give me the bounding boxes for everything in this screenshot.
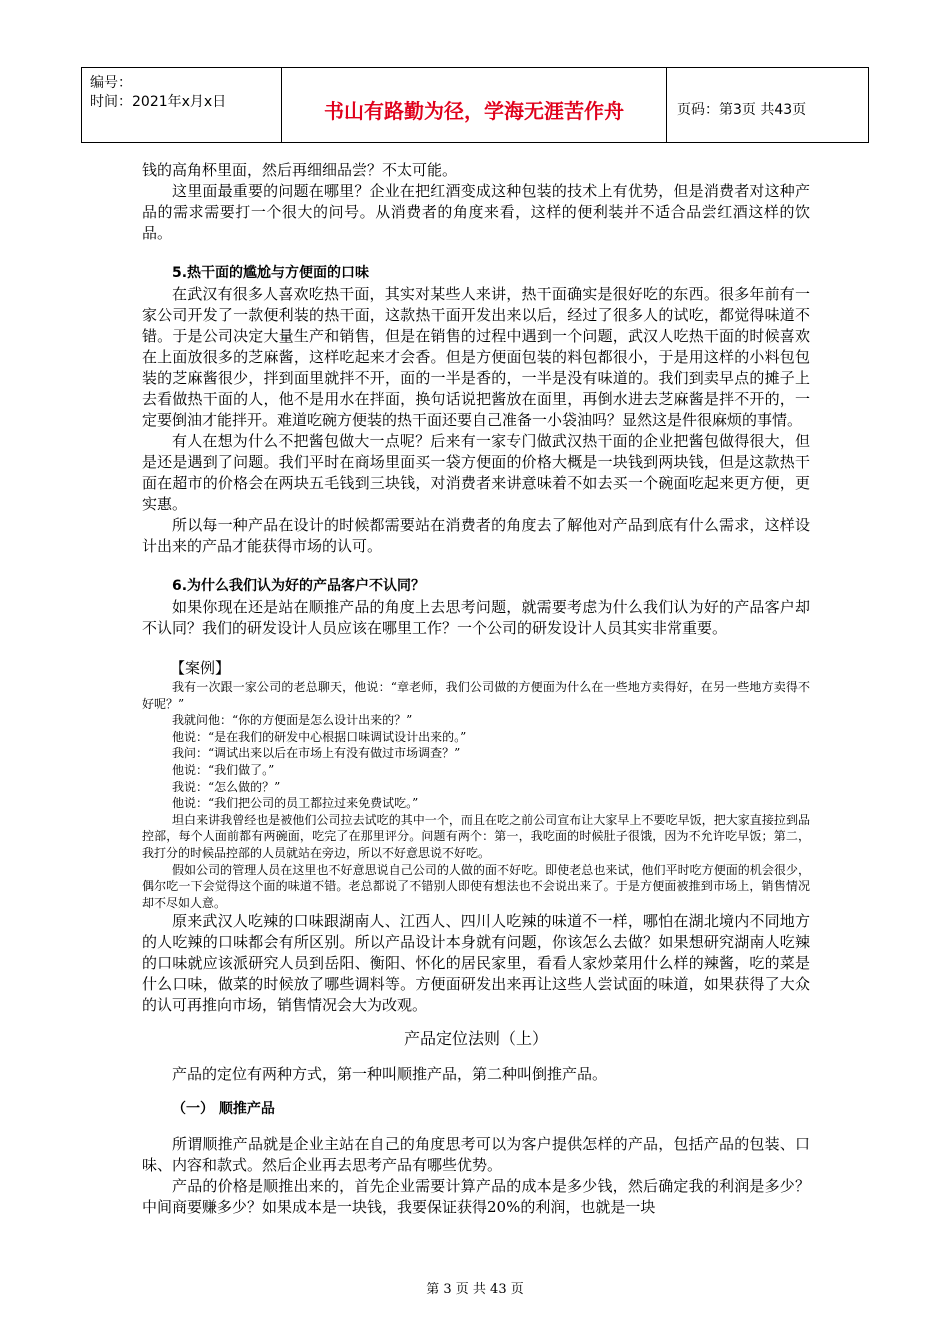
paragraph: 如果你现在还是站在顺推产品的角度上去思考问题，就需要考虑为什么我们认为好的产品客户却不认同？我们的研发设计人员应该在哪里工作？一个公司的研发设计人员其实非常重要。 [142, 598, 810, 637]
document-body [142, 160, 810, 1218]
subsection-heading: （一） 顺推产品 [172, 1101, 275, 1118]
case-line: 坦白来讲我曾经也是被他们公司拉去试吃的其中一个，而且在吃之前公司宣布让大家早上不要吃早饭，把大家直接拉到品控部，每个人面前都有两碗面，吃完了在那里评分。问题有两个：第一，我吃面的时候肚子很饿，因为不允许吃早饭；第二，我打分的时候品控部的人员就站在旁边，所以不好意思说不好吃。 [142, 812, 810, 860]
case-line: 我有一次跟一家公司的老总聊天，他说：“章老师，我们公司做的方便面为什么在一些地方卖得好，在另一些地方卖得不好呢？” [142, 680, 810, 711]
case-line: 假如公司的管理人员在这里也不好意思说自己公司的人做的面不好吃。即使老总也来试，他们平时吃方便面的机会很少，偶尔吃一下会觉得这个面的味道不错。老总都说了不错别人即使有想法也不会说出来了。于是方便面被推到市场上，销售情况却不尽如人意。 [142, 862, 810, 910]
case-line: 我说：“怎么做的？” [172, 779, 281, 794]
section-heading-5: 5.热干面的尴尬与方便面的口味 [172, 265, 370, 281]
code-label: 编号： [90, 75, 132, 91]
case-line: 我问：“调试出来以后在市场上有没有做过市场调查？” [172, 746, 461, 761]
case-line: 他说：“我们把公司的员工都拉过来免费试吃。” [172, 796, 419, 811]
motto-text: 书山有路勤为径，学海无涯苦作舟 [324, 98, 624, 123]
page-info: 页码：第3页 共43页 [677, 102, 807, 118]
paragraph: 所以每一种产品在设计的时候都需要站在消费者的角度去了解他对产品到底有什么需求，这样设计出来的产品才能获得市场的认可。 [142, 516, 810, 555]
section-heading-6: 6.为什么我们认为好的产品客户不认同？ [172, 578, 426, 594]
paragraph: 产品的价格是顺推出来的，首先企业需要计算产品的成本是多少钱，然后确定我的利润是多少？中间商要赚多少？如果成本是一块钱，我要保证获得20%的利润，也就是一块 [142, 1177, 810, 1217]
case-line: 他说：“我们做了。” [172, 762, 275, 777]
paragraph: 有人在想为什么不把酱包做大一点呢？后来有一家专门做武汉热干面的企业把酱包做得很大，但是还是遇到了问题。我们平时在商场里面买一袋方便面的价格大概是一块钱到两块钱，但是这款热干面在超市的价格会在两块五毛钱到三块钱，对消费者来讲意味着不如去买一个碗面吃起来更方便，更实惠。 [142, 432, 810, 513]
case-line: 我就问他：“你的方便面是怎么设计出来的？” [172, 713, 413, 728]
paragraph: 在武汉有很多人喜欢吃热干面，其实对某些人来讲，热干面确实是很好吃的东西。很多年前有一家公司开发了一款便利装的热干面，这款热干面开发出来以后，经过了很多人的试吃，都觉得味道不错。于是公司决定大量生产和销售，但是在销售的过程中遇到一个问题，武汉人吃热干面的时候喜欢在上面放很多的芝麻酱，这样吃起来才会香。但是方便面包装的料包都很小，于是用这样的小料包包装的芝麻酱很少，拌到面里就拌不开，面的一半是香的，一半是没有味道的。我们到卖早点的摊子上去看做热干面的人，他不是用水在拌面，换句话说把酱放在面里，再倒水进去芝麻酱是拌不开的，一定要倒油才能拌开。难道吃碗方便装的热干面还要自己准备一小袋油吗？显然这是件很麻烦的事情。 [142, 285, 810, 429]
page-footer: 第 3 页 共 43 页 [426, 1282, 524, 1297]
header-table [81, 67, 869, 143]
paragraph: 原来武汉人吃辣的口味跟湖南人、江西人、四川人吃辣的味道不一样，哪怕在湖北境内不同地方的人吃辣的口味都会有所区别。所以产品设计本身就有问题，你该怎么去做？如果想研究湖南人吃辣的口味就应该派研究人员到岳阳、衡阳、怀化的居民家里，看看人家炒菜用什么样的辣酱，吃的菜是什么口味，做菜的时候放了哪些调料等。方便面研发出来再让这些人尝试面的味道，如果获得了大众的认可再推向市场，销售情况会大为改观。 [142, 912, 810, 1015]
section-title: 产品定位法则（上） [403, 1029, 548, 1049]
header-motto-cell [282, 68, 667, 142]
header-meta-cell [82, 68, 282, 142]
case-title: 【案例】 [170, 659, 231, 677]
case-line: 他说：“是在我们的研发中心根据口味调试设计出来的。” [172, 729, 467, 744]
paragraph: 这里面最重要的问题在哪里？企业在把红酒变成这种包装的技术上有优势，但是消费者对这种产品的需求需要打一个很大的问号。从消费者的角度来看，这样的便利装并不适合品尝红酒这样的饮品。 [142, 182, 810, 242]
header-page-cell [667, 68, 868, 142]
time-label: 时间：2021年x月x日 [90, 94, 227, 110]
paragraph: 钱的高角杯里面，然后再细细品尝？不太可能。 [142, 161, 458, 179]
paragraph: 产品的定位有两种方式，第一种叫顺推产品，第二种叫倒推产品。 [172, 1065, 608, 1084]
paragraph: 所谓顺推产品就是企业主站在自己的角度思考可以为客户提供怎样的产品，包括产品的包装、口味、内容和款式。然后企业再去思考产品有哪些优势。 [142, 1135, 810, 1175]
